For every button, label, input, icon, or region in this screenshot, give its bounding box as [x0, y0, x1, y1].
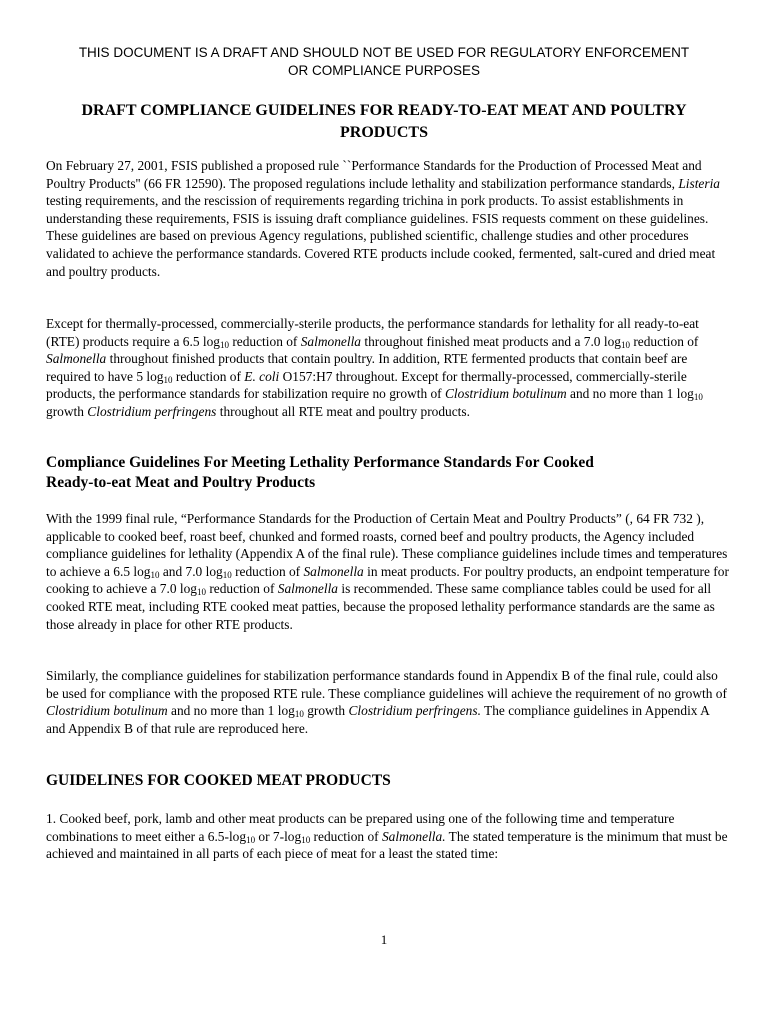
text: reduction of — [310, 828, 382, 844]
text: is recommended. These same compliance tables could be used for all cooked RTE meat, including RTE cooked meat patties, because the proposed lethality performance standards are the same as those already in place for other RTE products. — [46, 581, 715, 632]
draft-notice-line2: OR COMPLIANCE PURPOSES — [287, 63, 481, 78]
text: Except for thermally-processed, commercially-sterile products, the performance standards for lethality for all ready-to-eat (RTE) products require a 6.5 log — [46, 316, 699, 349]
text: O157:H7 throughout. Except for thermally-processed, commercially-sterile products, the performance standards for stabilization require no growth of — [46, 368, 687, 402]
subscript: 10 — [246, 834, 256, 845]
subscript: 10 — [301, 834, 311, 845]
organism-name: Clostridium botulinum — [46, 703, 168, 719]
text: and 7.0 log — [159, 563, 223, 579]
text: The compliance guidelines in Appendix A and Appendix B of that rule are reproduced here. — [46, 703, 710, 736]
compliance-guidelines-heading — [46, 453, 722, 493]
organism-name: Clostridium botulinum — [445, 386, 567, 402]
intro-paragraph — [46, 157, 730, 280]
organism-name: Listeria — [678, 175, 720, 191]
document-title — [46, 100, 722, 144]
text: throughout finished meat products and a 7.0 log — [361, 333, 621, 349]
text: 1. Cooked beef, pork, lamb and other meat products can be prepared using one of the following time and temperature combinations to meet either a 6.5-log — [46, 811, 675, 844]
subscript: 10 — [294, 709, 304, 720]
subscript: 10 — [150, 569, 160, 580]
subscript: 10 — [620, 339, 630, 350]
document-title-line2: PRODUCTS — [339, 124, 428, 141]
text: and no more than 1 log — [167, 703, 295, 719]
text: reduction of — [629, 333, 699, 349]
text: The stated temperature is the minimum that must be achieved and maintained in all parts of each piece of meat for a least the stated time: — [46, 828, 728, 862]
cooked-meat-heading: GUIDELINES FOR COOKED MEAT PRODUCTS — [46, 772, 391, 789]
organism-name: Clostridium perfringens. — [348, 703, 481, 719]
organism-name: Salmonella. — [381, 828, 446, 844]
organism-name: Salmonella — [277, 581, 339, 597]
cooked-meat-paragraph — [46, 810, 730, 863]
text: growth — [46, 403, 88, 419]
text: throughout finished products that contain poultry. In addition, RTE fermented products that contain beef are required to have 5 log — [46, 351, 688, 384]
subscript: 10 — [163, 374, 173, 385]
text: or 7-log — [255, 828, 302, 844]
text: in meat products. For poultry products, an endpoint temperature for cooking to achieve a 7.0 log — [46, 563, 729, 597]
text: and no more than 1 log — [566, 386, 694, 402]
subscript: 10 — [693, 392, 703, 403]
stabilization-paragraph — [46, 667, 730, 737]
text: Similarly, the compliance guidelines for stabilization performance standards found in Appendix B of the final rule, could also be used for compliance with the proposed RTE rule. These compliance guidelines will achieve the requirement of no growth of — [46, 668, 727, 701]
draft-notice-line1: THIS DOCUMENT IS A DRAFT AND SHOULD NOT BE USED FOR REGULATORY ENFORCEMENT — [78, 45, 690, 60]
document-title-line1: DRAFT COMPLIANCE GUIDELINES FOR READY-TO-EAT MEAT AND POULTRY — [81, 102, 687, 119]
organism-name: Salmonella — [300, 333, 361, 349]
lethality-standards-paragraph — [46, 315, 730, 421]
text: reduction of — [172, 368, 245, 384]
final-rule-paragraph — [46, 510, 730, 633]
subscript: 10 — [219, 339, 229, 350]
text: On February 27, 2001, FSIS published a proposed rule ``Performance Standards for the Production of Processed Meat and Poultry Products'' (66 FR 12590). The proposed regulations include lethality and stabilization performance standards, — [46, 158, 702, 191]
heading-line1: Compliance Guidelines For Meeting Lethality Performance Standards For Cooked — [46, 454, 594, 471]
subscript: 10 — [196, 587, 206, 598]
text: With the 1999 final rule, “Performance Standards for the Production of Certain Meat and Poultry Products” (, 64 FR 732 ), applicable to cooked beef, roast beef, chunked and formed roasts, corned beef and poultry products, the Agency included compliance guidelines for lethality (Appendix A of the final rule). These compliance guidelines include times and temperatures to achieve a 6.5 log — [46, 511, 728, 579]
text: testing requirements, and the rescission of requirements regarding trichina in pork products. To assist establishments in understanding these requirements, FSIS is issuing draft compliance guidelines. FSIS requests comment on these guidelines. These guidelines are based on previous Agency regulations, published scientific, challenge studies and other procedures validated to achieve the performance standards. Covered RTE products include cooked, fermented, salt-cured and dried meat and poultry products. — [46, 193, 716, 279]
organism-name: Clostridium perfringens — [87, 403, 217, 419]
subscript: 10 — [222, 569, 232, 580]
organism-name: Salmonella — [46, 351, 107, 367]
text: reduction of — [228, 333, 301, 349]
page-number: 1 — [380, 932, 388, 947]
heading-line2: Ready-to-eat Meat and Poultry Products — [46, 474, 316, 491]
organism-name: E. coli — [244, 368, 280, 384]
text: growth — [303, 703, 349, 719]
text: reduction of — [231, 563, 304, 579]
text: throughout all RTE meat and poultry products. — [216, 403, 470, 419]
draft-notice — [46, 44, 722, 80]
text: reduction of — [205, 581, 278, 597]
organism-name: Salmonella — [303, 563, 364, 579]
